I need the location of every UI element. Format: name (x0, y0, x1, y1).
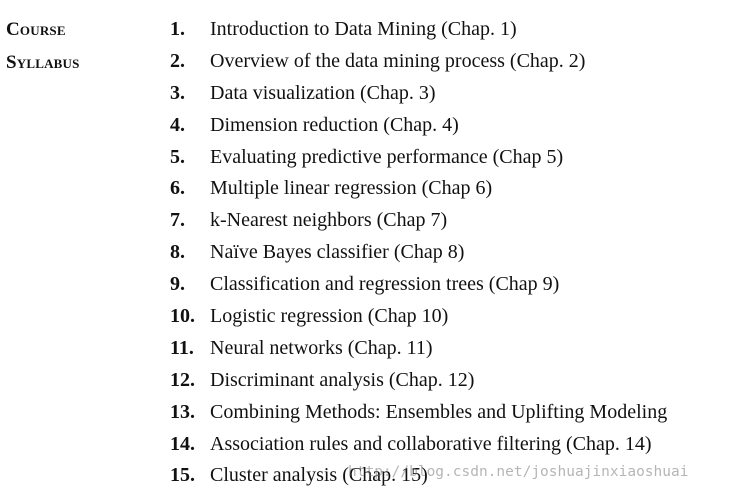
item-number: 12. (170, 368, 195, 391)
item-number: 5. (170, 145, 185, 168)
item-number: 8. (170, 241, 185, 264)
syllabus-item-1 (170, 14, 667, 46)
syllabus-item-5 (170, 142, 667, 174)
item-number: 10. (170, 305, 195, 328)
syllabus-item-8 (170, 237, 667, 269)
item-text: Association rules and collaborative filtering (Chap. 14) (210, 432, 652, 455)
item-number: 4. (170, 113, 185, 136)
item-text: k-Nearest neighbors (Chap 7) (210, 209, 448, 232)
item-text: Neural networks (Chap. 11) (210, 336, 433, 359)
syllabus-item-13 (170, 397, 667, 429)
syllabus-list (170, 14, 667, 492)
heading-line-syllabus: Syllabus (6, 52, 80, 73)
syllabus-item-12 (170, 365, 667, 397)
heading-line-course: Course (6, 19, 66, 40)
syllabus-item-10 (170, 301, 667, 333)
syllabus-item-15 (170, 460, 667, 492)
item-text: Logistic regression (Chap 10) (210, 305, 449, 328)
item-text: Introduction to Data Mining (Chap. 1) (210, 18, 517, 40)
syllabus-item-14 (170, 429, 667, 461)
course-syllabus-heading (6, 18, 80, 84)
item-number: 7. (170, 209, 185, 232)
syllabus-item-7 (170, 205, 667, 237)
syllabus-item-2 (170, 46, 667, 78)
item-text: Discriminant analysis (Chap. 12) (210, 368, 475, 391)
item-text: Cluster analysis (Chap. 15) (210, 464, 428, 487)
syllabus-item-9 (170, 269, 667, 301)
item-text: Naïve Bayes classifier (Chap 8) (210, 241, 465, 264)
item-number: 14. (170, 432, 195, 455)
syllabus-item-3 (170, 78, 667, 110)
item-number: 3. (170, 81, 185, 104)
item-number: 13. (170, 400, 195, 423)
item-number: 2. (170, 49, 185, 72)
syllabus-item-11 (170, 333, 667, 365)
item-text: Overview of the data mining process (Chap. 2) (210, 49, 586, 72)
item-text: Dimension reduction (Chap. 4) (210, 113, 459, 136)
item-text: Classification and regression trees (Chap 9) (210, 273, 560, 296)
item-text: Evaluating predictive performance (Chap 5) (210, 145, 564, 168)
item-text: Combining Methods: Ensembles and Uplifting Modeling (210, 400, 668, 423)
item-number: 9. (170, 273, 185, 296)
watermark-url: http://blog.csdn.net/joshuajinxiaoshuai (348, 464, 689, 480)
item-number: 1. (170, 18, 185, 40)
item-number: 15. (170, 464, 195, 487)
item-text: Data visualization (Chap. 3) (210, 81, 436, 104)
syllabus-item-4 (170, 110, 667, 142)
item-text: Multiple linear regression (Chap 6) (210, 177, 493, 200)
syllabus-item-6 (170, 173, 667, 205)
item-number: 11. (170, 336, 194, 359)
item-number: 6. (170, 177, 185, 200)
